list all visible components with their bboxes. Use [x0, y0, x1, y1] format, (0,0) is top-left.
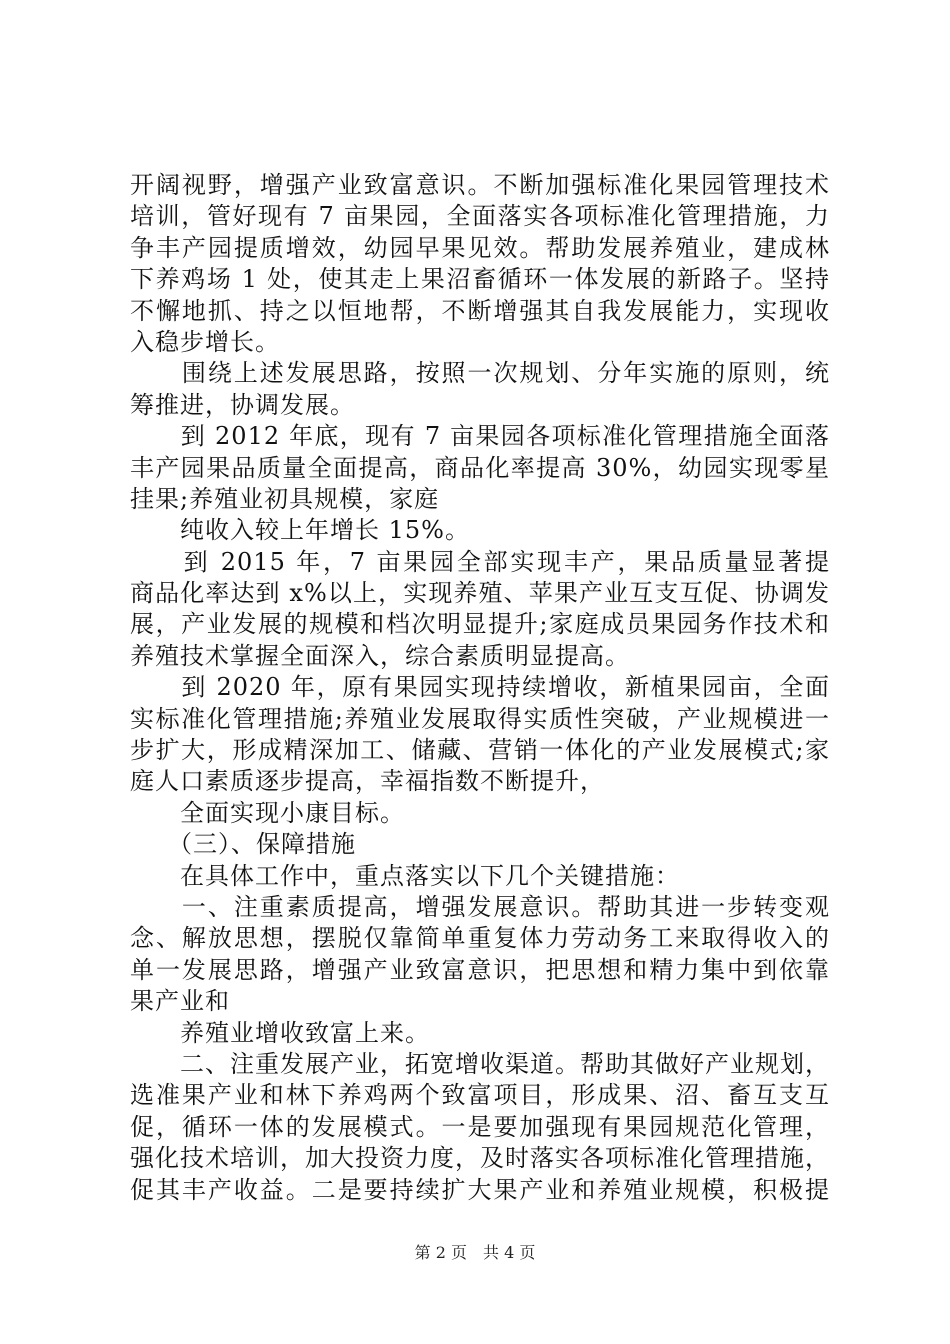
text-line: 步扩大，形成精深加工、储藏、营销一体化的产业发展模式;家 [130, 736, 830, 765]
text-line: 展，产业发展的规模和档次明显提升;家庭成员果园务作技术和 [130, 610, 830, 639]
text-line: 全面实现小康目标。 [130, 798, 405, 827]
body-text [130, 170, 830, 1206]
text-line: 在具体工作中，重点落实以下几个关键措施： [130, 861, 680, 890]
text-line: 选准果产业和林下养鸡两个致富项目，形成果、沼、畜互支互 [130, 1081, 830, 1110]
text-line: 强化技术培训，加大投资力度，及时落实各项标准化管理措施， [130, 1144, 830, 1173]
text-line: 到 2015 年，7 亩果园全部实现丰产，果品质量显著提 [183, 547, 830, 576]
text-line: 挂果;养殖业初具规模，家庭 [130, 484, 440, 513]
text-line: 下养鸡场 1 处，使其走上果沼畜循环一体发展的新路子。坚持 [130, 265, 830, 294]
text-line: 单一发展思路，增强产业致富意识，把思想和精力集中到依靠 [130, 955, 830, 984]
text-line: 促，循环一体的发展模式。一是要加强现有果园规范化管理， [130, 1112, 830, 1141]
text-line: 二、注重发展产业，拓宽增收渠道。帮助其做好产业规划， [130, 1049, 830, 1078]
text-line: 培训，管好现有 7 亩果园，全面落实各项标准化管理措施，力 [130, 202, 830, 231]
text-line: 不懈地抓、持之以恒地帮，不断增强其自我发展能力，实现收 [130, 296, 830, 325]
text-line: 争丰产园提质增效，幼园早果见效。帮助发展养殖业，建成林 [130, 233, 830, 262]
text-line: 到 2020 年，原有果园实现持续增收，新植果园亩，全面 [181, 673, 830, 702]
text-line: 养殖业增收致富上来。 [130, 1018, 430, 1047]
text-line: 纯收入较上年增长 15%。 [130, 516, 470, 545]
text-line: 养殖技术掌握全面深入，综合素质明显提高。 [130, 641, 630, 670]
text-line: 实标准化管理措施;养殖业发展取得实质性突破，产业规模进一 [130, 704, 830, 733]
text-line: 商品化率达到 x%以上，实现养殖、苹果产业互支互促、协调发 [130, 579, 830, 608]
text-line: 果产业和 [130, 987, 230, 1016]
text-line: 开阔视野，增强产业致富意识。不断加强标准化果园管理技术 [130, 171, 830, 199]
text-line: 到 2012 年底，现有 7 亩果园各项标准化管理措施全面落 [180, 422, 830, 451]
text-line: 庭人口素质逐步提高，幸福指数不断提升， [130, 767, 605, 796]
text-line: 入稳步增长。 [130, 327, 280, 356]
page-number-label: 第 2 页 共 4 页 [414, 1243, 536, 1262]
text-line: 筹推进，协调发展。 [130, 390, 355, 419]
page-footer [0, 1243, 950, 1263]
text-line: 丰产园果品质量全面提高，商品化率提高 30%，幼园实现零星 [130, 453, 830, 482]
text-line: 一、注重素质提高，增强发展意识。帮助其进一步转变观 [130, 892, 830, 921]
text-line: 围绕上述发展思路，按照一次规划、分年实施的原则，统 [130, 359, 830, 388]
section-heading: （三）、保障措施 [130, 830, 356, 859]
text-line: 念、解放思想，摆脱仅靠简单重复体力劳动务工来取得收入的 [130, 924, 830, 953]
text-line: 促其丰产收益。二是要持续扩大果产业和养殖业规模，积极提 [130, 1175, 830, 1204]
